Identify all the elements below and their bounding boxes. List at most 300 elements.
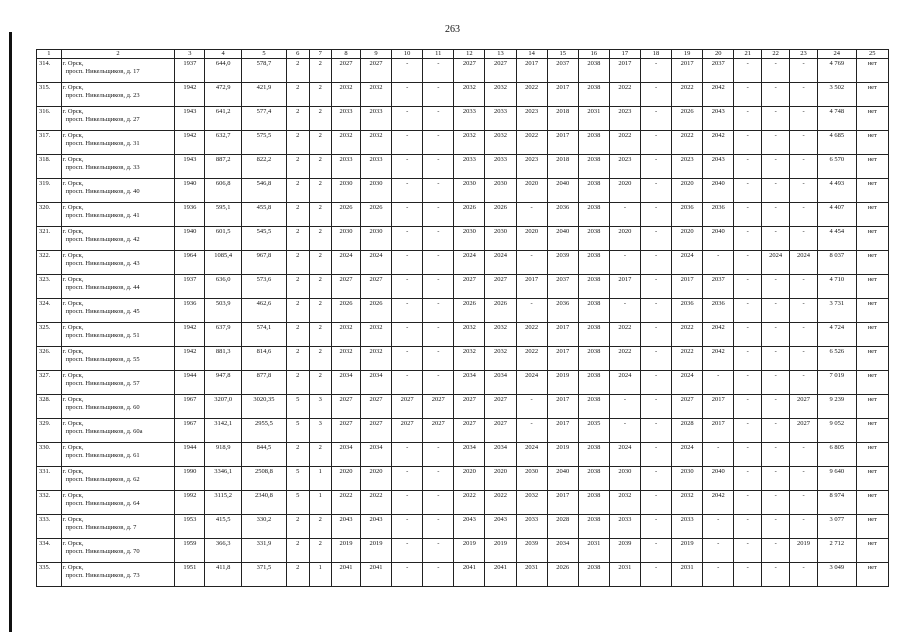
data-cell: 2032 xyxy=(454,131,485,155)
data-cell: 2038 xyxy=(578,371,609,395)
address-cell xyxy=(61,227,175,251)
data-cell: 2034 xyxy=(361,443,392,467)
data-cell: - xyxy=(762,395,790,419)
data-cell: 2027 xyxy=(485,59,516,83)
data-cell: 814,6 xyxy=(241,347,286,371)
data-cell: 2017 xyxy=(703,395,734,419)
data-cell: - xyxy=(734,371,762,395)
data-cell: 2019 xyxy=(790,539,818,563)
data-cell: 2030 xyxy=(485,179,516,203)
data-cell: 1 xyxy=(309,467,332,491)
data-cell: 2024 xyxy=(516,443,547,467)
data-cell: 2017 xyxy=(547,395,578,419)
data-cell: - xyxy=(640,515,671,539)
table-row xyxy=(37,395,889,419)
data-cell: 6 526 xyxy=(817,347,856,371)
data-cell: 2031 xyxy=(578,539,609,563)
data-cell: 2027 xyxy=(485,395,516,419)
column-number-cell: 21 xyxy=(734,50,762,59)
data-cell: 2026 xyxy=(485,299,516,323)
address-cell xyxy=(61,203,175,227)
data-cell: - xyxy=(392,179,423,203)
data-cell: 4 769 xyxy=(817,59,856,83)
data-cell: - xyxy=(516,299,547,323)
data-cell: - xyxy=(734,83,762,107)
data-cell: 2 xyxy=(286,155,309,179)
row-number-cell: 314. xyxy=(37,59,62,83)
data-cell: 2042 xyxy=(703,491,734,515)
data-cell: - xyxy=(762,371,790,395)
address-city: г. Орск, xyxy=(62,204,84,211)
data-cell: 2017 xyxy=(672,59,703,83)
data-cell: 6 570 xyxy=(817,155,856,179)
data-cell: 887,2 xyxy=(205,155,241,179)
data-cell: 2031 xyxy=(609,563,640,587)
data-cell: 1992 xyxy=(175,491,205,515)
data-cell: 2026 xyxy=(547,563,578,587)
data-cell: - xyxy=(516,419,547,443)
column-number-cell: 3 xyxy=(175,50,205,59)
data-cell: 2019 xyxy=(485,539,516,563)
data-cell: - xyxy=(423,371,454,395)
data-cell: 2033 xyxy=(454,155,485,179)
data-cell: 2043 xyxy=(361,515,392,539)
data-cell: 2032 xyxy=(516,491,547,515)
data-cell: - xyxy=(392,467,423,491)
data-cell: 2 xyxy=(309,59,332,83)
address-city: г. Орск, xyxy=(62,420,84,427)
data-cell: 2020 xyxy=(485,467,516,491)
data-cell: 503,9 xyxy=(205,299,241,323)
address-cell xyxy=(61,323,175,347)
data-cell: 371,5 xyxy=(241,563,286,587)
data-cell: - xyxy=(392,299,423,323)
data-cell: 844,5 xyxy=(241,443,286,467)
data-cell: - xyxy=(762,131,790,155)
data-cell: - xyxy=(762,539,790,563)
data-cell: 2022 xyxy=(516,347,547,371)
address-city: г. Орск, xyxy=(62,228,84,235)
data-cell: 2034 xyxy=(547,539,578,563)
data-cell: 2017 xyxy=(547,491,578,515)
data-cell: 1942 xyxy=(175,323,205,347)
data-cell: 2040 xyxy=(703,179,734,203)
data-cell: 2038 xyxy=(578,323,609,347)
data-cell: - xyxy=(423,539,454,563)
row-number-cell: 324. xyxy=(37,299,62,323)
data-cell: 7 019 xyxy=(817,371,856,395)
data-cell: - xyxy=(640,227,671,251)
data-cell: - xyxy=(392,347,423,371)
data-cell: 2032 xyxy=(361,323,392,347)
data-cell: - xyxy=(423,491,454,515)
data-cell: 546,8 xyxy=(241,179,286,203)
data-cell: 2 xyxy=(309,227,332,251)
row-number-cell: 322. xyxy=(37,251,62,275)
data-cell: 2024 xyxy=(790,251,818,275)
data-cell: 462,6 xyxy=(241,299,286,323)
row-number-cell: 321. xyxy=(37,227,62,251)
data-cell: нет xyxy=(856,155,888,179)
data-cell: - xyxy=(423,563,454,587)
data-cell: 2040 xyxy=(703,227,734,251)
data-cell: 2027 xyxy=(790,419,818,443)
data-cell: 2017 xyxy=(516,59,547,83)
data-cell: 2 xyxy=(286,179,309,203)
data-cell: - xyxy=(640,179,671,203)
address-cell xyxy=(61,251,175,275)
address-cell xyxy=(61,347,175,371)
data-cell: 4 407 xyxy=(817,203,856,227)
data-cell: 2027 xyxy=(361,395,392,419)
data-cell: - xyxy=(734,299,762,323)
data-cell: - xyxy=(423,227,454,251)
data-cell: 2026 xyxy=(672,107,703,131)
data-cell: 2031 xyxy=(516,563,547,587)
address-cell xyxy=(61,395,175,419)
data-cell: 2027 xyxy=(485,275,516,299)
table-row xyxy=(37,299,889,323)
data-cell: 2030 xyxy=(609,467,640,491)
data-cell: нет xyxy=(856,467,888,491)
data-cell: 2033 xyxy=(361,155,392,179)
data-cell: - xyxy=(392,323,423,347)
data-cell: 2 xyxy=(286,299,309,323)
data-cell: 644,0 xyxy=(205,59,241,83)
data-cell: - xyxy=(392,227,423,251)
data-cell: 366,3 xyxy=(205,539,241,563)
data-cell: - xyxy=(423,59,454,83)
address-street: просп. Никельщиков, д. 57 xyxy=(65,379,140,387)
data-cell: - xyxy=(762,107,790,131)
data-cell: 2023 xyxy=(672,155,703,179)
data-cell: 3346,1 xyxy=(205,467,241,491)
data-cell: - xyxy=(734,59,762,83)
data-cell: - xyxy=(516,251,547,275)
address-cell xyxy=(61,155,175,179)
row-number-cell: 315. xyxy=(37,83,62,107)
data-cell: 2024 xyxy=(762,251,790,275)
address-city: г. Орск, xyxy=(62,564,84,571)
data-cell: - xyxy=(640,395,671,419)
data-cell: 5 xyxy=(286,467,309,491)
data-cell: 6 805 xyxy=(817,443,856,467)
data-cell: 2037 xyxy=(703,275,734,299)
data-cell: - xyxy=(640,419,671,443)
data-cell: 2037 xyxy=(703,59,734,83)
data-cell: 2028 xyxy=(672,419,703,443)
data-cell: - xyxy=(392,443,423,467)
data-cell: 1951 xyxy=(175,563,205,587)
data-cell: - xyxy=(734,323,762,347)
address-city: г. Орск, xyxy=(62,84,84,91)
data-cell: 2034 xyxy=(485,371,516,395)
address-city: г. Орск, xyxy=(62,372,84,379)
address-cell xyxy=(61,419,175,443)
data-cell: - xyxy=(640,107,671,131)
data-cell: 2032 xyxy=(332,323,361,347)
data-cell: - xyxy=(734,203,762,227)
data-cell: 2032 xyxy=(485,323,516,347)
table-row xyxy=(37,491,889,515)
address-city: г. Орск, xyxy=(62,324,84,331)
data-cell: 2034 xyxy=(454,371,485,395)
data-cell: 2 xyxy=(309,299,332,323)
data-cell: 2036 xyxy=(547,203,578,227)
data-cell: 2030 xyxy=(485,227,516,251)
address-street: просп. Никельщиков, д. 51 xyxy=(65,331,140,339)
data-cell: 5 xyxy=(286,491,309,515)
data-cell: 2 xyxy=(309,251,332,275)
data-cell: 1942 xyxy=(175,83,205,107)
data-cell: 2 xyxy=(309,539,332,563)
data-cell: 2032 xyxy=(332,131,361,155)
data-cell: 2043 xyxy=(332,515,361,539)
data-cell: - xyxy=(762,347,790,371)
data-cell: 2019 xyxy=(361,539,392,563)
data-cell: 2030 xyxy=(516,467,547,491)
table-row xyxy=(37,323,889,347)
data-cell: 2032 xyxy=(332,83,361,107)
data-cell: 9 239 xyxy=(817,395,856,419)
data-cell: - xyxy=(734,491,762,515)
row-number-cell: 335. xyxy=(37,563,62,587)
table-row xyxy=(37,347,889,371)
address-street: просп. Никельщиков, д. 55 xyxy=(65,355,140,363)
column-number-cell: 25 xyxy=(856,50,888,59)
data-cell: 2039 xyxy=(609,539,640,563)
data-cell: 877,8 xyxy=(241,371,286,395)
data-cell: 3115,2 xyxy=(205,491,241,515)
data-cell: - xyxy=(609,395,640,419)
data-cell: - xyxy=(734,395,762,419)
data-cell: - xyxy=(640,563,671,587)
row-number-cell: 329. xyxy=(37,419,62,443)
data-cell: 1 xyxy=(309,563,332,587)
data-cell: 2020 xyxy=(516,179,547,203)
data-cell: 636,0 xyxy=(205,275,241,299)
data-cell: - xyxy=(640,131,671,155)
column-number-cell: 10 xyxy=(392,50,423,59)
data-cell: 2027 xyxy=(454,395,485,419)
data-cell: - xyxy=(762,563,790,587)
address-cell xyxy=(61,179,175,203)
row-number-cell: 332. xyxy=(37,491,62,515)
data-cell: - xyxy=(703,251,734,275)
data-cell: 2027 xyxy=(332,395,361,419)
data-cell: нет xyxy=(856,251,888,275)
data-cell: - xyxy=(640,491,671,515)
row-number-cell: 316. xyxy=(37,107,62,131)
data-cell: 2022 xyxy=(516,131,547,155)
address-street: просп. Никельщиков, д. 60а xyxy=(65,427,143,435)
data-cell: 2024 xyxy=(454,251,485,275)
data-cell: - xyxy=(392,251,423,275)
data-cell: 2036 xyxy=(703,299,734,323)
data-cell: 2032 xyxy=(361,131,392,155)
address-city: г. Орск, xyxy=(62,108,84,115)
data-cell: 2030 xyxy=(454,179,485,203)
data-cell: 2040 xyxy=(547,467,578,491)
data-cell: 330,2 xyxy=(241,515,286,539)
data-cell: - xyxy=(640,59,671,83)
data-cell: - xyxy=(609,203,640,227)
data-cell: 2017 xyxy=(547,323,578,347)
data-cell: - xyxy=(790,155,818,179)
data-cell: 2022 xyxy=(672,83,703,107)
data-cell: 2017 xyxy=(547,419,578,443)
data-cell: 2 xyxy=(309,203,332,227)
data-cell: - xyxy=(423,347,454,371)
data-cell: 2 xyxy=(286,83,309,107)
row-number-cell: 318. xyxy=(37,155,62,179)
data-cell: 577,4 xyxy=(241,107,286,131)
data-cell: 578,7 xyxy=(241,59,286,83)
data-cell: - xyxy=(790,323,818,347)
data-cell: 2034 xyxy=(454,443,485,467)
data-cell: 632,7 xyxy=(205,131,241,155)
data-cell: 3 077 xyxy=(817,515,856,539)
data-cell: - xyxy=(762,179,790,203)
data-cell: 2038 xyxy=(578,251,609,275)
data-cell: 2 xyxy=(286,371,309,395)
data-cell: 2042 xyxy=(703,347,734,371)
data-cell: 2038 xyxy=(578,131,609,155)
data-cell: 2020 xyxy=(609,227,640,251)
data-cell: 2033 xyxy=(454,107,485,131)
data-cell: 2024 xyxy=(609,443,640,467)
data-cell: - xyxy=(640,275,671,299)
data-cell: 2036 xyxy=(703,203,734,227)
data-cell: нет xyxy=(856,179,888,203)
data-cell: 2033 xyxy=(485,107,516,131)
data-cell: - xyxy=(762,515,790,539)
data-cell: - xyxy=(734,275,762,299)
data-cell: нет xyxy=(856,539,888,563)
row-number-cell: 327. xyxy=(37,371,62,395)
data-cell: - xyxy=(790,107,818,131)
address-city: г. Орск, xyxy=(62,60,84,67)
data-cell: нет xyxy=(856,347,888,371)
page-number: 263 xyxy=(445,24,460,35)
row-number-cell: 320. xyxy=(37,203,62,227)
data-cell: 2026 xyxy=(454,299,485,323)
address-street: просп. Никельщиков, д. 23 xyxy=(65,91,140,99)
data-cell: 2036 xyxy=(547,299,578,323)
data-cell: 2027 xyxy=(332,419,361,443)
data-cell: 2022 xyxy=(609,131,640,155)
address-city: г. Орск, xyxy=(62,468,84,475)
data-cell: 8 037 xyxy=(817,251,856,275)
address-city: г. Орск, xyxy=(62,180,84,187)
data-cell: - xyxy=(790,59,818,83)
address-city: г. Орск, xyxy=(62,276,84,283)
data-cell: 421,9 xyxy=(241,83,286,107)
data-cell: 2026 xyxy=(332,299,361,323)
data-cell: - xyxy=(790,347,818,371)
address-city: г. Орск, xyxy=(62,540,84,547)
data-cell: 2026 xyxy=(485,203,516,227)
data-cell: 4 493 xyxy=(817,179,856,203)
data-cell: 1940 xyxy=(175,179,205,203)
address-street: просп. Никельщиков, д. 41 xyxy=(65,211,140,219)
data-cell: 2034 xyxy=(332,371,361,395)
data-cell: 2020 xyxy=(454,467,485,491)
data-cell: 2 xyxy=(309,107,332,131)
data-cell: 2042 xyxy=(703,131,734,155)
data-cell: - xyxy=(790,227,818,251)
data-cell: 3 731 xyxy=(817,299,856,323)
data-cell: нет xyxy=(856,59,888,83)
data-cell: 2031 xyxy=(672,563,703,587)
table-row xyxy=(37,443,889,467)
data-cell: 2038 xyxy=(578,227,609,251)
data-cell: 2027 xyxy=(361,59,392,83)
data-cell: - xyxy=(762,467,790,491)
column-number-cell: 24 xyxy=(817,50,856,59)
data-cell: 2 xyxy=(286,251,309,275)
data-cell: 3 049 xyxy=(817,563,856,587)
data-cell: - xyxy=(392,491,423,515)
data-cell: 2 xyxy=(286,227,309,251)
data-cell: - xyxy=(762,155,790,179)
column-number-cell: 9 xyxy=(361,50,392,59)
data-cell: 2043 xyxy=(703,107,734,131)
address-street: просп. Никельщиков, д. 27 xyxy=(65,115,140,123)
data-cell: 415,5 xyxy=(205,515,241,539)
data-cell: 2032 xyxy=(454,323,485,347)
data-cell: 2022 xyxy=(672,347,703,371)
data-cell: 2022 xyxy=(672,323,703,347)
data-cell: 2 xyxy=(309,275,332,299)
data-cell: 2038 xyxy=(578,59,609,83)
column-number-cell: 4 xyxy=(205,50,241,59)
address-cell xyxy=(61,443,175,467)
data-cell: 2022 xyxy=(454,491,485,515)
data-cell: 595,1 xyxy=(205,203,241,227)
data-cell: 2 xyxy=(286,515,309,539)
data-cell: 2030 xyxy=(361,227,392,251)
data-cell: 2041 xyxy=(361,563,392,587)
data-cell: - xyxy=(762,83,790,107)
data-cell: - xyxy=(734,131,762,155)
data-cell: - xyxy=(423,131,454,155)
data-cell: 2 xyxy=(309,179,332,203)
data-cell: 2019 xyxy=(547,371,578,395)
data-cell: 2038 xyxy=(578,491,609,515)
data-cell: - xyxy=(640,83,671,107)
data-cell: - xyxy=(392,371,423,395)
column-number-cell: 15 xyxy=(547,50,578,59)
data-cell: 2022 xyxy=(516,323,547,347)
data-cell: 2 xyxy=(286,275,309,299)
table-row xyxy=(37,83,889,107)
data-cell: 2040 xyxy=(547,179,578,203)
column-number-cell: 11 xyxy=(423,50,454,59)
data-cell: 2022 xyxy=(609,83,640,107)
data-cell: 575,5 xyxy=(241,131,286,155)
data-cell: нет xyxy=(856,563,888,587)
data-cell: нет xyxy=(856,131,888,155)
data-cell: 2022 xyxy=(361,491,392,515)
data-cell: 2034 xyxy=(361,371,392,395)
data-cell: 2027 xyxy=(485,419,516,443)
data-cell: - xyxy=(640,323,671,347)
data-cell: 2043 xyxy=(485,515,516,539)
column-number-cell: 17 xyxy=(609,50,640,59)
data-cell: 641,2 xyxy=(205,107,241,131)
address-city: г. Орск, xyxy=(62,300,84,307)
